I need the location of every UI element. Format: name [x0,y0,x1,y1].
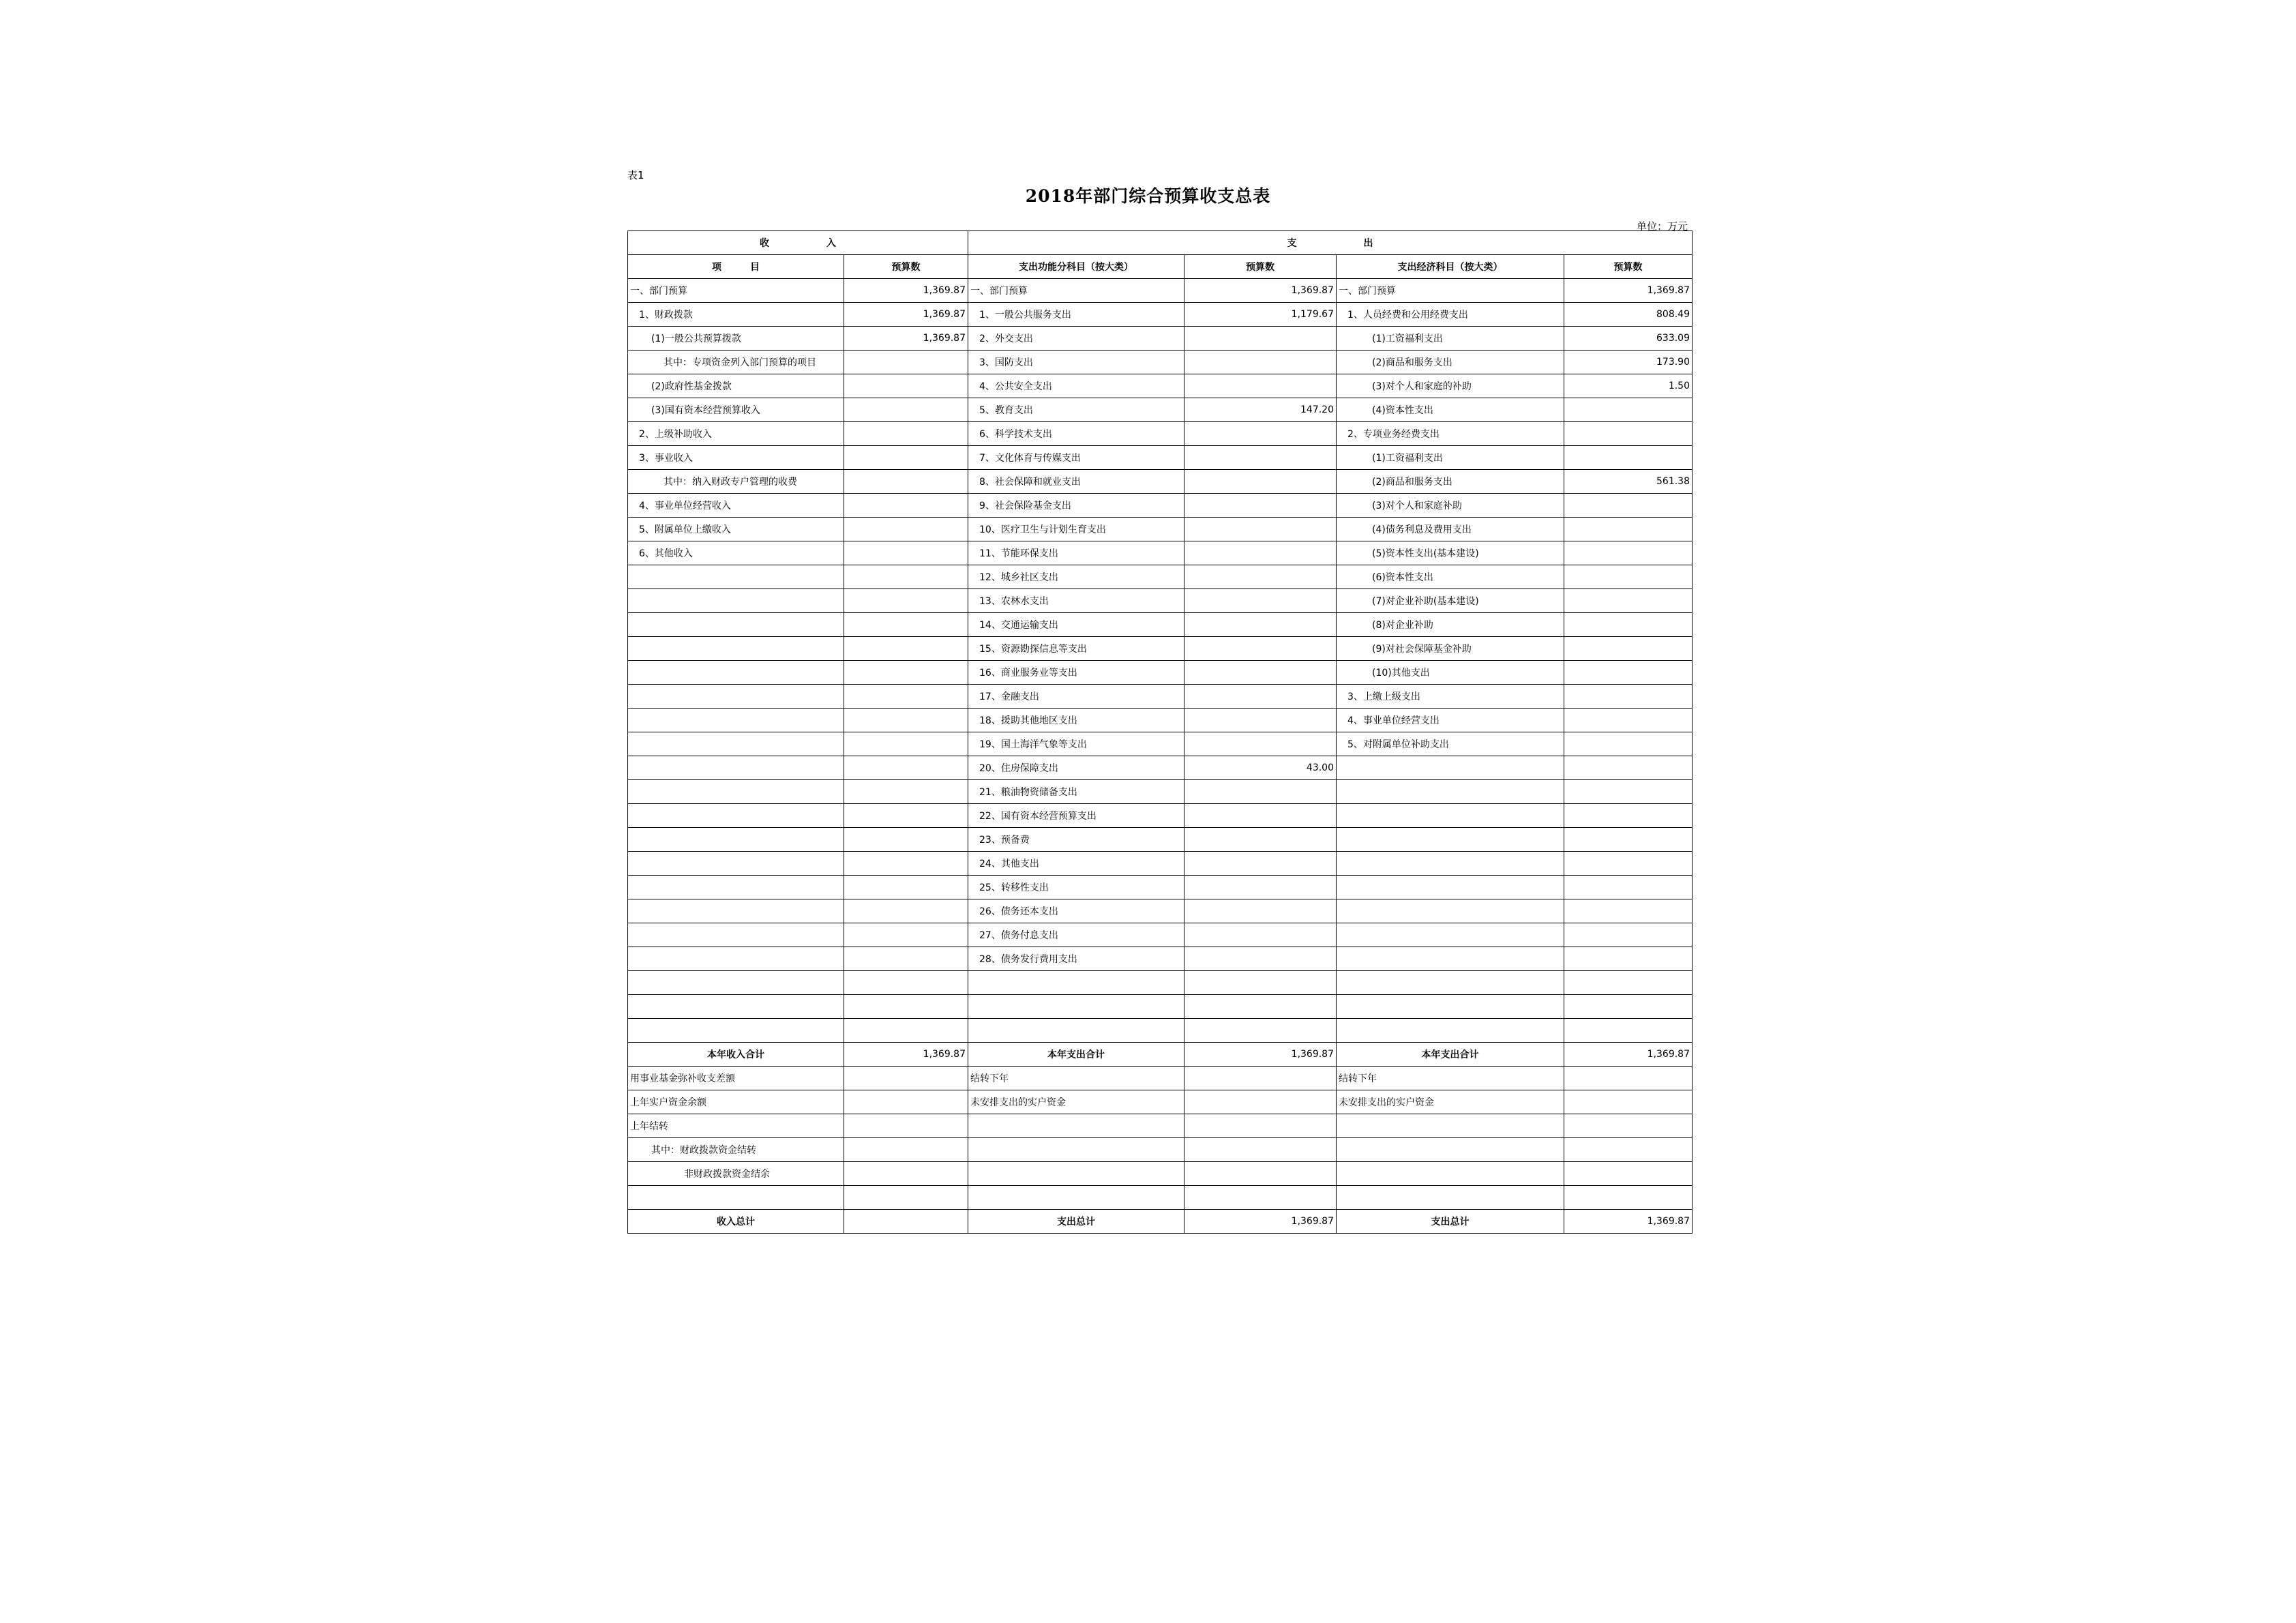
cell-f [1564,518,1693,541]
cell-b [844,899,968,923]
cell-b: 1,369.87 [844,279,968,303]
cell-e: (5)资本性支出(基本建设) [1337,541,1564,565]
cell-a: 非财政拨款资金结余 [628,1162,844,1186]
cell-c: 6、科学技术支出 [968,422,1184,446]
cell-c: 未安排支出的实户资金 [968,1090,1184,1114]
cell-e: 3、上缴上级支出 [1337,685,1564,709]
cell-b [844,1114,968,1138]
cell-e: 5、对附属单位补助支出 [1337,732,1564,756]
table-row [628,565,1693,589]
cell-a: 5、附属单位上缴收入 [628,518,844,541]
cell-b [844,351,968,374]
table-row [628,1162,1693,1186]
section-header-row [628,231,1693,255]
cell-c: 本年支出合计 [968,1043,1184,1067]
cell-d [1184,1090,1337,1114]
table-row [628,303,1693,327]
cell-a [628,923,844,947]
cell-d [1184,351,1337,374]
cell-e [1337,923,1564,947]
cell-f [1564,852,1693,876]
cell-b [844,470,968,494]
cell-d [1184,1067,1337,1090]
cell-c [968,1162,1184,1186]
cell-c: 14、交通运输支出 [968,613,1184,637]
cell-b [844,518,968,541]
cell-f: 808.49 [1564,303,1693,327]
table-row [628,947,1693,971]
cell-c [968,1114,1184,1138]
cell-a [628,899,844,923]
cell-f: 1.50 [1564,374,1693,398]
cell-d [1184,1138,1337,1162]
cell-c: 支出总计 [968,1210,1184,1234]
cell-e [1337,1138,1564,1162]
table-row [628,1067,1693,1090]
cell-d [1184,1186,1337,1210]
cell-d [1184,637,1337,661]
cell-a: 上年实户资金余额 [628,1090,844,1114]
table-row [628,1019,1693,1043]
cell-d [1184,422,1337,446]
cell-c: 1、一般公共服务支出 [968,303,1184,327]
cell-a: 6、其他收入 [628,541,844,565]
cell-b [844,1067,968,1090]
cell-a [628,637,844,661]
cell-a [628,947,844,971]
cell-c [968,995,1184,1019]
cell-a: 上年结转 [628,1114,844,1138]
cell-f [1564,971,1693,995]
table-row [628,1138,1693,1162]
cell-b [844,852,968,876]
cell-a: 其中：纳入财政专户管理的收费 [628,470,844,494]
cell-a [628,876,844,899]
cell-f [1564,732,1693,756]
cell-e: (7)对企业补助(基本建设) [1337,589,1564,613]
cell-d [1184,804,1337,828]
cell-e: (6)资本性支出 [1337,565,1564,589]
cell-d [1184,852,1337,876]
income-section-header: 收 入 [628,231,968,255]
cell-d [1184,780,1337,804]
cell-e: (4)资本性支出 [1337,398,1564,422]
table-row [628,899,1693,923]
cell-d [1184,470,1337,494]
cell-a [628,709,844,732]
table-row [628,1090,1693,1114]
cell-e [1337,971,1564,995]
cell-e [1337,780,1564,804]
cell-b [844,709,968,732]
cell-e: 2、专项业务经费支出 [1337,422,1564,446]
cell-b [844,1138,968,1162]
table-row [628,422,1693,446]
cell-a: 一、部门预算 [628,279,844,303]
cell-c: 3、国防支出 [968,351,1184,374]
cell-c [968,971,1184,995]
cell-e [1337,1186,1564,1210]
cell-d [1184,565,1337,589]
table-row [628,637,1693,661]
cell-b [844,1162,968,1186]
cell-c: 9、社会保险基金支出 [968,494,1184,518]
table-row [628,852,1693,876]
table-row [628,1043,1693,1067]
cell-f [1564,685,1693,709]
cell-c: 5、教育支出 [968,398,1184,422]
cell-f [1564,661,1693,685]
cell-b [844,398,968,422]
table-row [628,1186,1693,1210]
cell-a [628,804,844,828]
table-row [628,613,1693,637]
cell-f [1564,422,1693,446]
cell-c: 19、国土海洋气象等支出 [968,732,1184,756]
cell-c: 21、粮油物资储备支出 [968,780,1184,804]
cell-f [1564,947,1693,971]
cell-b [844,374,968,398]
cell-e: 支出总计 [1337,1210,1564,1234]
cell-b: 1,369.87 [844,327,968,351]
cell-d [1184,1019,1337,1043]
table-row [628,470,1693,494]
table-row [628,589,1693,613]
cell-c: 17、金融支出 [968,685,1184,709]
cell-d: 1,179.67 [1184,303,1337,327]
cell-f [1564,828,1693,852]
cell-b [844,637,968,661]
cell-c: 11、节能环保支出 [968,541,1184,565]
cell-c: 结转下年 [968,1067,1184,1090]
table-row [628,732,1693,756]
cell-c: 22、国有资本经营预算支出 [968,804,1184,828]
cell-e: 1、人员经费和公用经费支出 [1337,303,1564,327]
cell-e [1337,804,1564,828]
cell-b [844,685,968,709]
cell-f [1564,613,1693,637]
cell-f: 173.90 [1564,351,1693,374]
cell-f: 1,369.87 [1564,1043,1693,1067]
cell-e: (3)对个人和家庭的补助 [1337,374,1564,398]
table-row [628,374,1693,398]
cell-c [968,1138,1184,1162]
cell-e: (10)其他支出 [1337,661,1564,685]
budget-summary-table [627,230,1693,1234]
cell-a: 收入总计 [628,1210,844,1234]
cell-b [844,541,968,565]
cell-e [1337,852,1564,876]
cell-d [1184,923,1337,947]
cell-f [1564,1162,1693,1186]
cell-a [628,589,844,613]
cell-c: 16、商业服务业等支出 [968,661,1184,685]
cell-a: (1)一般公共预算拨款 [628,327,844,351]
cell-f [1564,1067,1693,1090]
col-header-function: 支出功能分科目（按大类） [968,255,1184,279]
cell-c: 18、援助其他地区支出 [968,709,1184,732]
cell-e: (4)债务利息及费用支出 [1337,518,1564,541]
table-row [628,398,1693,422]
cell-a [628,685,844,709]
table-row [628,709,1693,732]
cell-a [628,732,844,756]
cell-f [1564,637,1693,661]
cell-f [1564,446,1693,470]
cell-f [1564,780,1693,804]
cell-b: 1,369.87 [844,1043,968,1067]
cell-c: 23、预备费 [968,828,1184,852]
cell-d [1184,899,1337,923]
cell-f [1564,899,1693,923]
cell-d: 1,369.87 [1184,1210,1337,1234]
cell-c: 20、住房保障支出 [968,756,1184,780]
cell-e: 结转下年 [1337,1067,1564,1090]
cell-d: 43.00 [1184,756,1337,780]
cell-f [1564,494,1693,518]
cell-a [628,613,844,637]
col-header-budget-economic: 预算数 [1564,255,1693,279]
cell-b [844,422,968,446]
page-title: 2018年部门综合预算收支总表 [1025,186,1271,206]
cell-b [844,732,968,756]
cell-d [1184,494,1337,518]
cell-e [1337,947,1564,971]
cell-f [1564,1186,1693,1210]
cell-b [844,923,968,947]
cell-d [1184,541,1337,565]
cell-b [844,661,968,685]
cell-d [1184,1114,1337,1138]
cell-b [844,613,968,637]
col-header-budget-income: 预算数 [844,255,968,279]
cell-f [1564,923,1693,947]
cell-d: 1,369.87 [1184,279,1337,303]
table-row [628,279,1693,303]
cell-e: (2)商品和服务支出 [1337,470,1564,494]
cell-a: 本年收入合计 [628,1043,844,1067]
cell-f [1564,709,1693,732]
table-row [628,828,1693,852]
cell-c: 10、医疗卫生与计划生育支出 [968,518,1184,541]
table-row [628,804,1693,828]
cell-c: 15、资源勘探信息等支出 [968,637,1184,661]
table-row [628,756,1693,780]
cell-a: 3、事业收入 [628,446,844,470]
cell-e [1337,1114,1564,1138]
cell-d [1184,995,1337,1019]
cell-d: 1,369.87 [1184,1043,1337,1067]
cell-f: 633.09 [1564,327,1693,351]
cell-f [1564,756,1693,780]
cell-a: (3)国有资本经营预算收入 [628,398,844,422]
cell-f [1564,876,1693,899]
cell-d [1184,971,1337,995]
unit-label: 单位：万元 [1637,220,1688,233]
cell-a [628,661,844,685]
cell-b [844,1019,968,1043]
cell-d [1184,613,1337,637]
cell-a: 1、财政拨款 [628,303,844,327]
cell-d [1184,374,1337,398]
cell-a [628,852,844,876]
cell-e: 一、部门预算 [1337,279,1564,303]
cell-c: 4、公共安全支出 [968,374,1184,398]
table-row [628,876,1693,899]
cell-c: 13、农林水支出 [968,589,1184,613]
cell-f [1564,995,1693,1019]
table-row [628,541,1693,565]
cell-c [968,1186,1184,1210]
cell-b [844,494,968,518]
col-header-item: 项 目 [628,255,844,279]
cell-b [844,947,968,971]
cell-d [1184,446,1337,470]
cell-f [1564,1090,1693,1114]
cell-e [1337,899,1564,923]
cell-b [844,828,968,852]
cell-d [1184,732,1337,756]
cell-f [1564,804,1693,828]
expense-section-header: 支 出 [968,231,1693,255]
col-header-budget-function: 预算数 [1184,255,1337,279]
cell-e: (1)工资福利支出 [1337,327,1564,351]
cell-e: 本年支出合计 [1337,1043,1564,1067]
cell-d [1184,1162,1337,1186]
cell-b [844,876,968,899]
cell-e [1337,1162,1564,1186]
cell-f [1564,398,1693,422]
cell-a: 其中：财政拨款资金结转 [628,1138,844,1162]
table-row [628,661,1693,685]
cell-b [844,971,968,995]
cell-c: 7、文化体育与传媒支出 [968,446,1184,470]
table-row [628,923,1693,947]
cell-e [1337,828,1564,852]
cell-b [844,565,968,589]
cell-f: 1,369.87 [1564,279,1693,303]
cell-e: (8)对企业补助 [1337,613,1564,637]
cell-f: 561.38 [1564,470,1693,494]
cell-a: 2、上级补助收入 [628,422,844,446]
cell-f [1564,589,1693,613]
cell-c: 27、债务付息支出 [968,923,1184,947]
table-row [628,995,1693,1019]
cell-a [628,971,844,995]
cell-f [1564,565,1693,589]
table-row [628,780,1693,804]
cell-e: (2)商品和服务支出 [1337,351,1564,374]
cell-a [628,756,844,780]
col-header-economic: 支出经济科目（按大类） [1337,255,1564,279]
cell-b [844,1186,968,1210]
cell-e [1337,995,1564,1019]
cell-e [1337,1019,1564,1043]
table-row [628,446,1693,470]
cell-e [1337,876,1564,899]
cell-d [1184,685,1337,709]
table-row [628,494,1693,518]
cell-c: 24、其他支出 [968,852,1184,876]
cell-d [1184,518,1337,541]
cell-b [844,1210,968,1234]
cell-b [844,780,968,804]
cell-d [1184,327,1337,351]
cell-d [1184,589,1337,613]
cell-e: 4、事业单位经营支出 [1337,709,1564,732]
cell-c: 8、社会保障和就业支出 [968,470,1184,494]
table-row [628,1210,1693,1234]
cell-a: (2)政府性基金拨款 [628,374,844,398]
cell-a [628,565,844,589]
cell-b [844,446,968,470]
cell-f [1564,541,1693,565]
cell-b [844,1090,968,1114]
cell-e: (9)对社会保障基金补助 [1337,637,1564,661]
cell-c: 12、城乡社区支出 [968,565,1184,589]
table-row [628,351,1693,374]
cell-a [628,995,844,1019]
cell-a [628,1019,844,1043]
cell-d [1184,947,1337,971]
cell-d [1184,828,1337,852]
column-header-row [628,255,1693,279]
cell-c: 26、债务还本支出 [968,899,1184,923]
cell-a: 其中：专项资金列入部门预算的项目 [628,351,844,374]
cell-f: 1,369.87 [1564,1210,1693,1234]
cell-c: 2、外交支出 [968,327,1184,351]
cell-b [844,756,968,780]
cell-c [968,1019,1184,1043]
cell-b [844,995,968,1019]
table-row [628,971,1693,995]
cell-e: (1)工资福利支出 [1337,446,1564,470]
cell-e [1337,756,1564,780]
cell-a [628,1186,844,1210]
cell-d: 147.20 [1184,398,1337,422]
table-row [628,518,1693,541]
cell-a [628,780,844,804]
cell-f [1564,1114,1693,1138]
cell-a: 4、事业单位经营收入 [628,494,844,518]
cell-c: 25、转移性支出 [968,876,1184,899]
cell-d [1184,661,1337,685]
cell-f [1564,1019,1693,1043]
cell-e: (3)对个人和家庭补助 [1337,494,1564,518]
cell-e: 未安排支出的实户资金 [1337,1090,1564,1114]
cell-b: 1,369.87 [844,303,968,327]
table-number-label: 表1 [627,169,644,181]
cell-c: 28、债务发行费用支出 [968,947,1184,971]
cell-f [1564,1138,1693,1162]
cell-b [844,804,968,828]
cell-a: 用事业基金弥补收支差额 [628,1067,844,1090]
cell-b [844,589,968,613]
table-row [628,1114,1693,1138]
table-row [628,685,1693,709]
cell-d [1184,876,1337,899]
cell-d [1184,709,1337,732]
cell-a [628,828,844,852]
cell-c: 一、部门预算 [968,279,1184,303]
table-row [628,327,1693,351]
